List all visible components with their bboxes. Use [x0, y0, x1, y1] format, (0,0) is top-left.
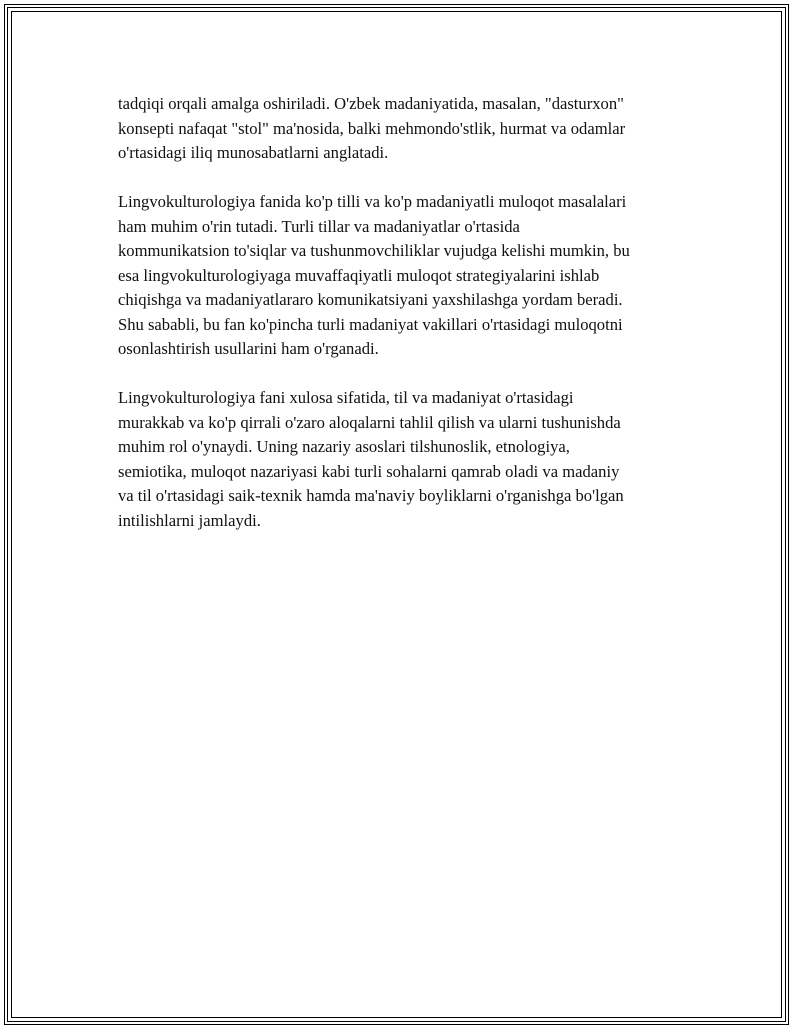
text-line: chiqishga va madaniyatlararo komunikatsiyani yaxshilashga yordam beradi. — [118, 290, 623, 309]
paragraph-1 — [118, 92, 698, 166]
text-line: ham muhim o'rin tutadi. Turli tillar va madaniyatlar o'rtasida — [118, 216, 520, 236]
paragraph-2 — [118, 190, 698, 362]
text-line: intilishlarni jamlaydi. — [118, 510, 261, 530]
text-line: Lingvokulturologiya fani xulosa sifatida, til va madaniyat o'rtasidagi — [118, 388, 574, 407]
text-line: semiotika, muloqot nazariyasi kabi turli sohalarni qamrab oladi va madaniy — [118, 461, 620, 481]
text-line: kommunikatsion to'siqlar va tushunmovchiliklar vujudga kelishi mumkin, bu — [118, 241, 630, 260]
text-line: muhim rol o'ynaydi. Uning nazariy asoslari tilshunoslik, etnologiya, — [118, 437, 570, 456]
text-line: Shu sababli, bu fan ko'pincha turli madaniyat vakillari o'rtasidagi muloqotni — [118, 314, 623, 334]
text-line: esa lingvokulturologiyaga muvaffaqiyatli muloqot strategiyalarini ishlab — [118, 265, 600, 285]
paragraph-3 — [118, 386, 698, 533]
text-line: o'rtasidagi iliq munosabatlarni anglatadi. — [118, 143, 389, 162]
text-line: va til o'rtasidagi saik-texnik hamda ma'naviy boyliklarni o'rganishga bo'lgan — [118, 486, 624, 505]
text-line: Lingvokulturologiya fanida ko'p tilli va ko'p madaniyatli muloqot masalalari — [118, 192, 627, 211]
text-line: konsepti nafaqat "stol" ma'nosida, balki mehmondo'stlik, hurmat va odamlar — [118, 118, 626, 138]
document-body — [118, 92, 698, 558]
text-line: tadqiqi orqali amalga oshiriladi. O'zbek madaniyatida, masalan, "dasturxon" — [118, 94, 624, 113]
text-line: murakkab va ko'p qirrali o'zaro aloqalarni tahlil qilish va ularni tushunishda — [118, 412, 621, 432]
text-line: osonlashtirish usullarini ham o'rganadi. — [118, 339, 379, 358]
